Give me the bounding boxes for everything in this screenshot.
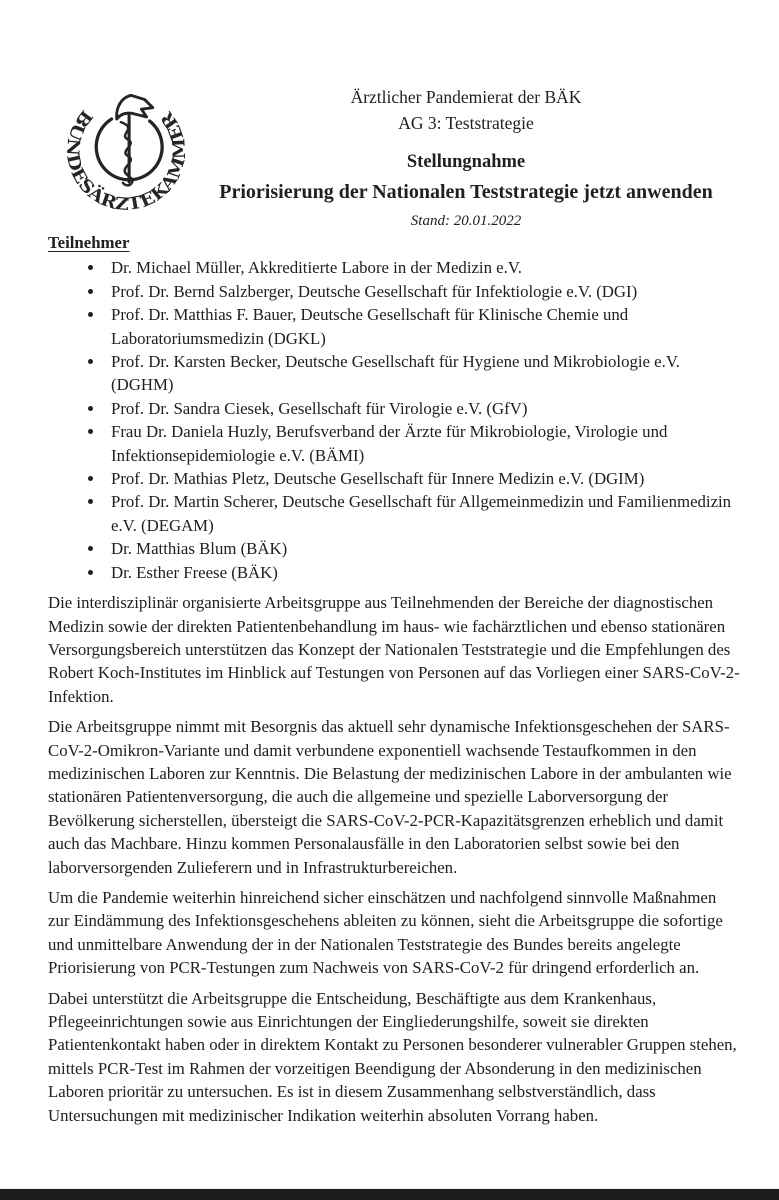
participants-list bbox=[48, 256, 740, 584]
participant-item: • Dr. Michael Müller, Akkreditierte Labore in der Medizin e.V. bbox=[105, 256, 740, 279]
participant-item: • Frau Dr. Daniela Huzly, Berufsverband der Ärzte für Mikrobiologie, Virologie und Infektionsepidemiologie e.V. (BÄMI) bbox=[105, 420, 740, 467]
document-header bbox=[170, 84, 762, 232]
date-line: Stand: 20.01.2022 bbox=[410, 213, 522, 229]
participant-item: • Prof. Dr. Sandra Ciesek, Gesellschaft für Virologie e.V. (GfV) bbox=[105, 397, 740, 420]
page-title: Priorisierung der Nationalen Teststrategie jetzt anwenden bbox=[219, 181, 713, 203]
participant-item: • Prof. Dr. Martin Scherer, Deutsche Gesellschaft für Allgemeinmedizin und Familienmedizin e.V. (DEGAM) bbox=[105, 490, 740, 537]
participant-item: • Dr. Matthias Blum (BÄK) bbox=[105, 537, 740, 560]
paragraph: Die interdisziplinär organisierte Arbeitsgruppe aus Teilnehmenden der Bereiche der diagnostischen Medizin sowie der direkten Patientenbehandlung im haus- wie fachärztlichen und ebenso stationären Versorgungsbereich unterstützen das Konzept der Nationalen Teststrategie und die Empfehlungen des Robert Koch-Institutes im Hinblick auf Testungen von Personen auf das Vorliegen einer SARS-CoV-2-Infektion. bbox=[48, 593, 740, 706]
paragraph: Die Arbeitsgruppe nimmt mit Besorgnis das aktuell sehr dynamische Infektionsgeschehen der SARS-CoV-2-Omikron-Variante und damit verbundene exponentiell wachsende Testaufkommen in den medizinischen Laboren zur Kenntnis. Die Belastung der medizinischen Labore in der ambulanten wie stationären Patientenversorgung, die auch die allgemeine und spezielle Laborversorgung der Bevölkerung sicherstellen, übersteigt die SARS-CoV-2-PCR-Kapazitätsgrenzen erheblich und damit auch das Machbare. Hinzu kommen Personalausfälle in den Laboratorien selbst sowie bei den laborversorgenden Zulieferern und in Infrastrukturbereichen. bbox=[48, 717, 732, 877]
org-line: Ärztlicher Pandemierat der BÄK bbox=[350, 87, 582, 107]
document-body bbox=[48, 231, 740, 1127]
participant-item: • Dr. Esther Freese (BÄK) bbox=[105, 561, 740, 584]
bottom-letterbox-bar bbox=[0, 1188, 779, 1200]
participant-item: • Prof. Dr. Mathias Pletz, Deutsche Gesellschaft für Innere Medizin e.V. (DGIM) bbox=[105, 467, 740, 490]
participant-item: • Prof. Dr. Bernd Salzberger, Deutsche Gesellschaft für Infektiologie e.V. (DGI) bbox=[105, 280, 740, 303]
participants-heading: Teilnehmer bbox=[48, 233, 130, 252]
participant-item: • Prof. Dr. Matthias F. Bauer, Deutsche Gesellschaft für Klinische Chemie und Laboratoriumsmedizin (DGKL) bbox=[105, 303, 740, 350]
doc-type-heading: Stellungnahme bbox=[406, 152, 526, 172]
body-paragraphs bbox=[48, 591, 740, 1127]
participant-item: • Prof. Dr. Karsten Becker, Deutsche Gesellschaft für Hygiene und Mikrobiologie e.V. (DGHM) bbox=[105, 350, 740, 397]
eagle-staff-of-asclepius-icon bbox=[96, 95, 162, 185]
logo-ring-text: BUNDESÄRZTEKAMMER bbox=[61, 106, 191, 215]
paragraph: Um die Pandemie weiterhin hinreichend sicher einschätzen und nachfolgend sinnvolle Maßnahmen zur Eindämmung des Infektionsgeschehens ableiten zu können, sieht die Arbeitsgruppe die sofortige und unmittelbare Anwendung der in der Nationalen Teststrategie des Bundes bereits angelegte Priorisierung von PCR-Testungen zum Nachweis von SARS-CoV-2 für dringend erforderlich an. bbox=[48, 887, 723, 978]
paragraph: Dabei unterstützt die Arbeitsgruppe die Entscheidung, Beschäftigte aus dem Krankenhaus, Pflegeeinrichtungen sowie aus Einrichtungen der Eingliederungshilfe, soweit sie direkten Patientenkontakt haben oder in direktem Kontakt zu Personen besonderer vulnerabler Gruppen stehen, mittels PCR-Test im Rahmen der vorzeitigen Beendigung der Absonderung in den medizinischen Laboren prioritär zu untersuchen. Es ist in diesem Zusammenhang selbstverständlich, dass Untersuchungen mit medizinischer Indikation weiterhin absoluten Vorrang haben. bbox=[48, 988, 737, 1125]
workgroup-line: AG 3: Teststrategie bbox=[398, 113, 534, 133]
